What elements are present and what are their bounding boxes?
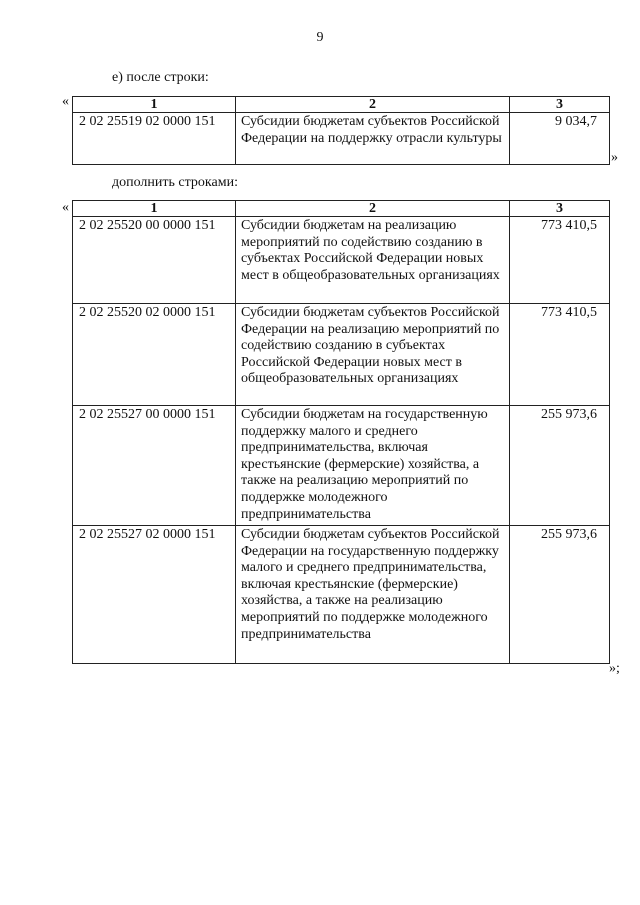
description-cell: Субсидии бюджетам субъектов Российской Федерации на государственную поддержку малого и среднего предпринимательства, включая крестьянские (фермерские) хозяйства, а также на реализацию мероприятий по поддержке молодежного предпринимательства: [236, 526, 510, 664]
header-col-2: 2: [236, 201, 510, 217]
section-intro: е) после строки:: [112, 70, 209, 85]
table-row: [73, 113, 610, 165]
budget-code-cell: 2 02 25527 00 0000 151: [73, 406, 236, 526]
header-col-1: 1: [73, 201, 236, 217]
description-cell: Субсидии бюджетам на реализацию мероприятий по содействию созданию в субъектах Российской Федерации новых мест в общеобразовательных организациях: [236, 217, 510, 304]
opening-quote: «: [62, 94, 69, 109]
header-col-3: 3: [510, 201, 610, 217]
table-original-row: [72, 96, 610, 165]
opening-quote: «: [62, 200, 69, 215]
budget-code-cell: 2 02 25520 02 0000 151: [73, 304, 236, 406]
addition-intro: дополнить строками:: [112, 175, 238, 190]
budget-code-cell: 2 02 25520 00 0000 151: [73, 217, 236, 304]
header-col-2: 2: [236, 97, 510, 113]
closing-quote: »: [611, 150, 618, 165]
description-cell: Субсидии бюджетам субъектов Российской Федерации на реализацию мероприятий по содействию созданию в субъектах Российской Федерации новых мест в общеобразовательных организациях: [236, 304, 510, 406]
header-col-3: 3: [510, 97, 610, 113]
closing-quote: »;: [609, 661, 620, 676]
budget-code-cell: 2 02 25527 02 0000 151: [73, 526, 236, 664]
amount-cell: 255 973,6: [510, 406, 610, 526]
table-row: [73, 217, 610, 304]
amount-cell: 773 410,5: [510, 217, 610, 304]
table-header-row: [73, 201, 610, 217]
table-row: [73, 304, 610, 406]
amount-cell: 255 973,6: [510, 526, 610, 664]
page-number: 9: [316, 30, 324, 45]
table-row: [73, 406, 610, 526]
header-col-1: 1: [73, 97, 236, 113]
table-row: [73, 526, 610, 664]
table-header-row: [73, 97, 610, 113]
description-cell: Субсидии бюджетам на государственную поддержку малого и среднего предпринимательства, включая крестьянские (фермерские) хозяйства, а также на реализацию мероприятий по поддержке молодежного предпринимательства: [236, 406, 510, 526]
description-cell: Субсидии бюджетам субъектов Российской Федерации на поддержку отрасли культуры: [236, 113, 510, 165]
amount-cell: 773 410,5: [510, 304, 610, 406]
budget-code-cell: 2 02 25519 02 0000 151: [73, 113, 236, 165]
table-added-rows: [72, 200, 610, 664]
amount-cell: 9 034,7: [510, 113, 610, 165]
